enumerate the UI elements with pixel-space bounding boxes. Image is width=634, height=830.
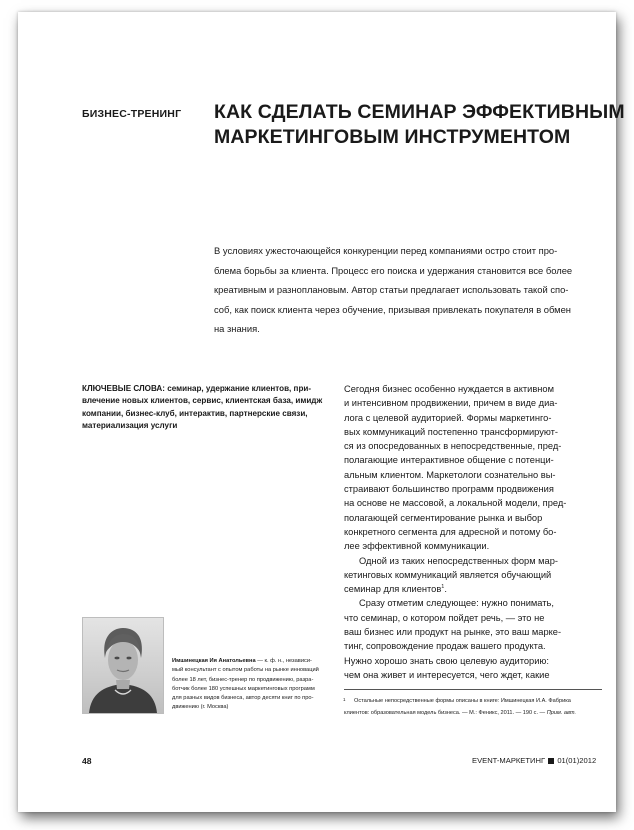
body-line: лее эффективной коммуникации. — [344, 541, 490, 552]
title-line: МАРКЕТИНГОВЫМ ИНСТРУМЕНТОМ — [214, 126, 571, 148]
bio-line: ботчик более 180 успешных маркетинговых программ — [172, 685, 315, 692]
keywords-line: КЛЮЧЕВЫЕ СЛОВА: семинар, удержание клиентов, при- — [82, 384, 312, 393]
bio-line: для разных видов бизнеса, автор десяти книг по про- — [172, 695, 314, 702]
body-line: на основе не массовой, а локальной модели, пред- — [344, 498, 567, 509]
running-footer — [472, 756, 596, 765]
magazine-page — [18, 12, 625, 812]
body-line: полагающей сегментирование рынка и выбор — [344, 512, 543, 523]
lead-line: блема борьбы за клиента. Процесс его поиска и удержания становится все более — [214, 264, 573, 276]
body-line: Сегодня бизнес особенно нуждается в активном — [344, 384, 554, 394]
footnote-divider — [344, 689, 602, 690]
title-line: КАК СДЕЛАТЬ СЕМИНАР ЭФФЕКТИВНЫМ — [214, 101, 625, 123]
bio-line: движению (г. Москва) — [172, 704, 229, 711]
body-line: семинар для клиентов — [344, 584, 442, 595]
body-line: страивают большинство программ продвижения — [344, 484, 554, 495]
body-line: Нужно хорошо знать свою целевую аудиторию: — [344, 655, 549, 666]
bio-line: Имшинецкая Ия Анатольевна — к. ф. н., независи- — [172, 658, 312, 664]
keywords-line: влечение новых клиентов, сервис, клиентская база, имидж — [82, 396, 323, 406]
body-line: и интенсивном продвижении, причем в виде диа- — [344, 398, 558, 409]
article-body — [344, 382, 600, 682]
body-line: Одной из таких непосредственных форм мар- — [359, 555, 558, 566]
bio-line: мый консультант с опытом работы на рынке инноваций — [172, 667, 319, 674]
body-line: альным клиентом. Маркетологи сознательно вы- — [344, 469, 556, 480]
keywords-block — [82, 383, 323, 432]
article-title — [214, 100, 625, 150]
journal-name: EVENT-МАРКЕТИНГ — [472, 756, 546, 765]
body-line: что семинар, о котором пойдет речь, — это не — [344, 612, 545, 623]
lead-line: на знания. — [214, 323, 260, 334]
issue-number: 01(01)2012 — [557, 756, 597, 765]
body-line-with-footnote-ref: семинар для клиентов$^1$. — [344, 584, 447, 595]
footnote-line-2 — [344, 708, 606, 720]
body-line: ся из опосредованных в непосредственные, пред- — [344, 441, 562, 452]
body-line: конкретного сегмента для адресной и потому бо- — [344, 526, 557, 537]
keywords-line: материализация услуги — [82, 420, 178, 430]
author-bio — [172, 657, 332, 713]
keywords-line: компании, бизнес-клуб, интерактив, партнерские связи, — [82, 408, 308, 418]
body-line: Сразу отметим следующее: нужно понимать, — [359, 598, 554, 609]
body-line: ваш бизнес или продукт на рынке, это ваш марке- — [344, 627, 562, 638]
footnote-author-note: Прим. авт. — [546, 709, 577, 716]
square-bullet-icon — [548, 758, 554, 764]
lead-line: креативным и разноплановым. Автор статьи предлагает использовать такой спо- — [214, 284, 569, 295]
lead-line: соб, как поиск клиента через обучение, призывая привлекать покупателя в обмен — [214, 303, 571, 315]
bio-line: более 18 лет, бизнес-тренер по продвижению, разра- — [172, 676, 314, 683]
author-photo — [82, 617, 164, 714]
body-line: лога с целевой аудиторией. Формы маркетинго- — [344, 412, 552, 423]
article-lead — [214, 241, 596, 339]
footnote-line: клиентов: образовательная модель бизнеса. — М.: Феникс, 2011. — 190 с. — — [344, 709, 546, 716]
page-number: 48 — [82, 756, 92, 766]
footnote-line: Остальные непосредственные формы описаны в книге: Имшинецкая И.А. Фабрика — [354, 698, 571, 704]
body-line: полагающие интерактивное общение с потенци- — [344, 455, 554, 466]
body-line: кетинговых коммуникаций является обучающий — [344, 569, 552, 580]
footnote-reference: 1 — [441, 584, 445, 591]
footnote-number: 1 — [343, 697, 346, 702]
lead-line: В условиях ужесточающейся конкуренции перед компаниями остро стоит про- — [214, 245, 558, 256]
body-line: вых коммуникаций постепенно трансформируют- — [344, 426, 558, 437]
author-portrait-image — [83, 618, 163, 713]
footnote — [344, 696, 606, 719]
body-line: чем она живет и интересуется, чего ждет, какие — [344, 669, 550, 680]
body-line: тинг, сопровождение продаж вашего продукта. — [344, 641, 546, 652]
author-name: Имшинецкая Ия Анатольевна — [172, 658, 258, 664]
section-rubric: БИЗНЕС-ТРЕНИНГ — [82, 108, 182, 120]
